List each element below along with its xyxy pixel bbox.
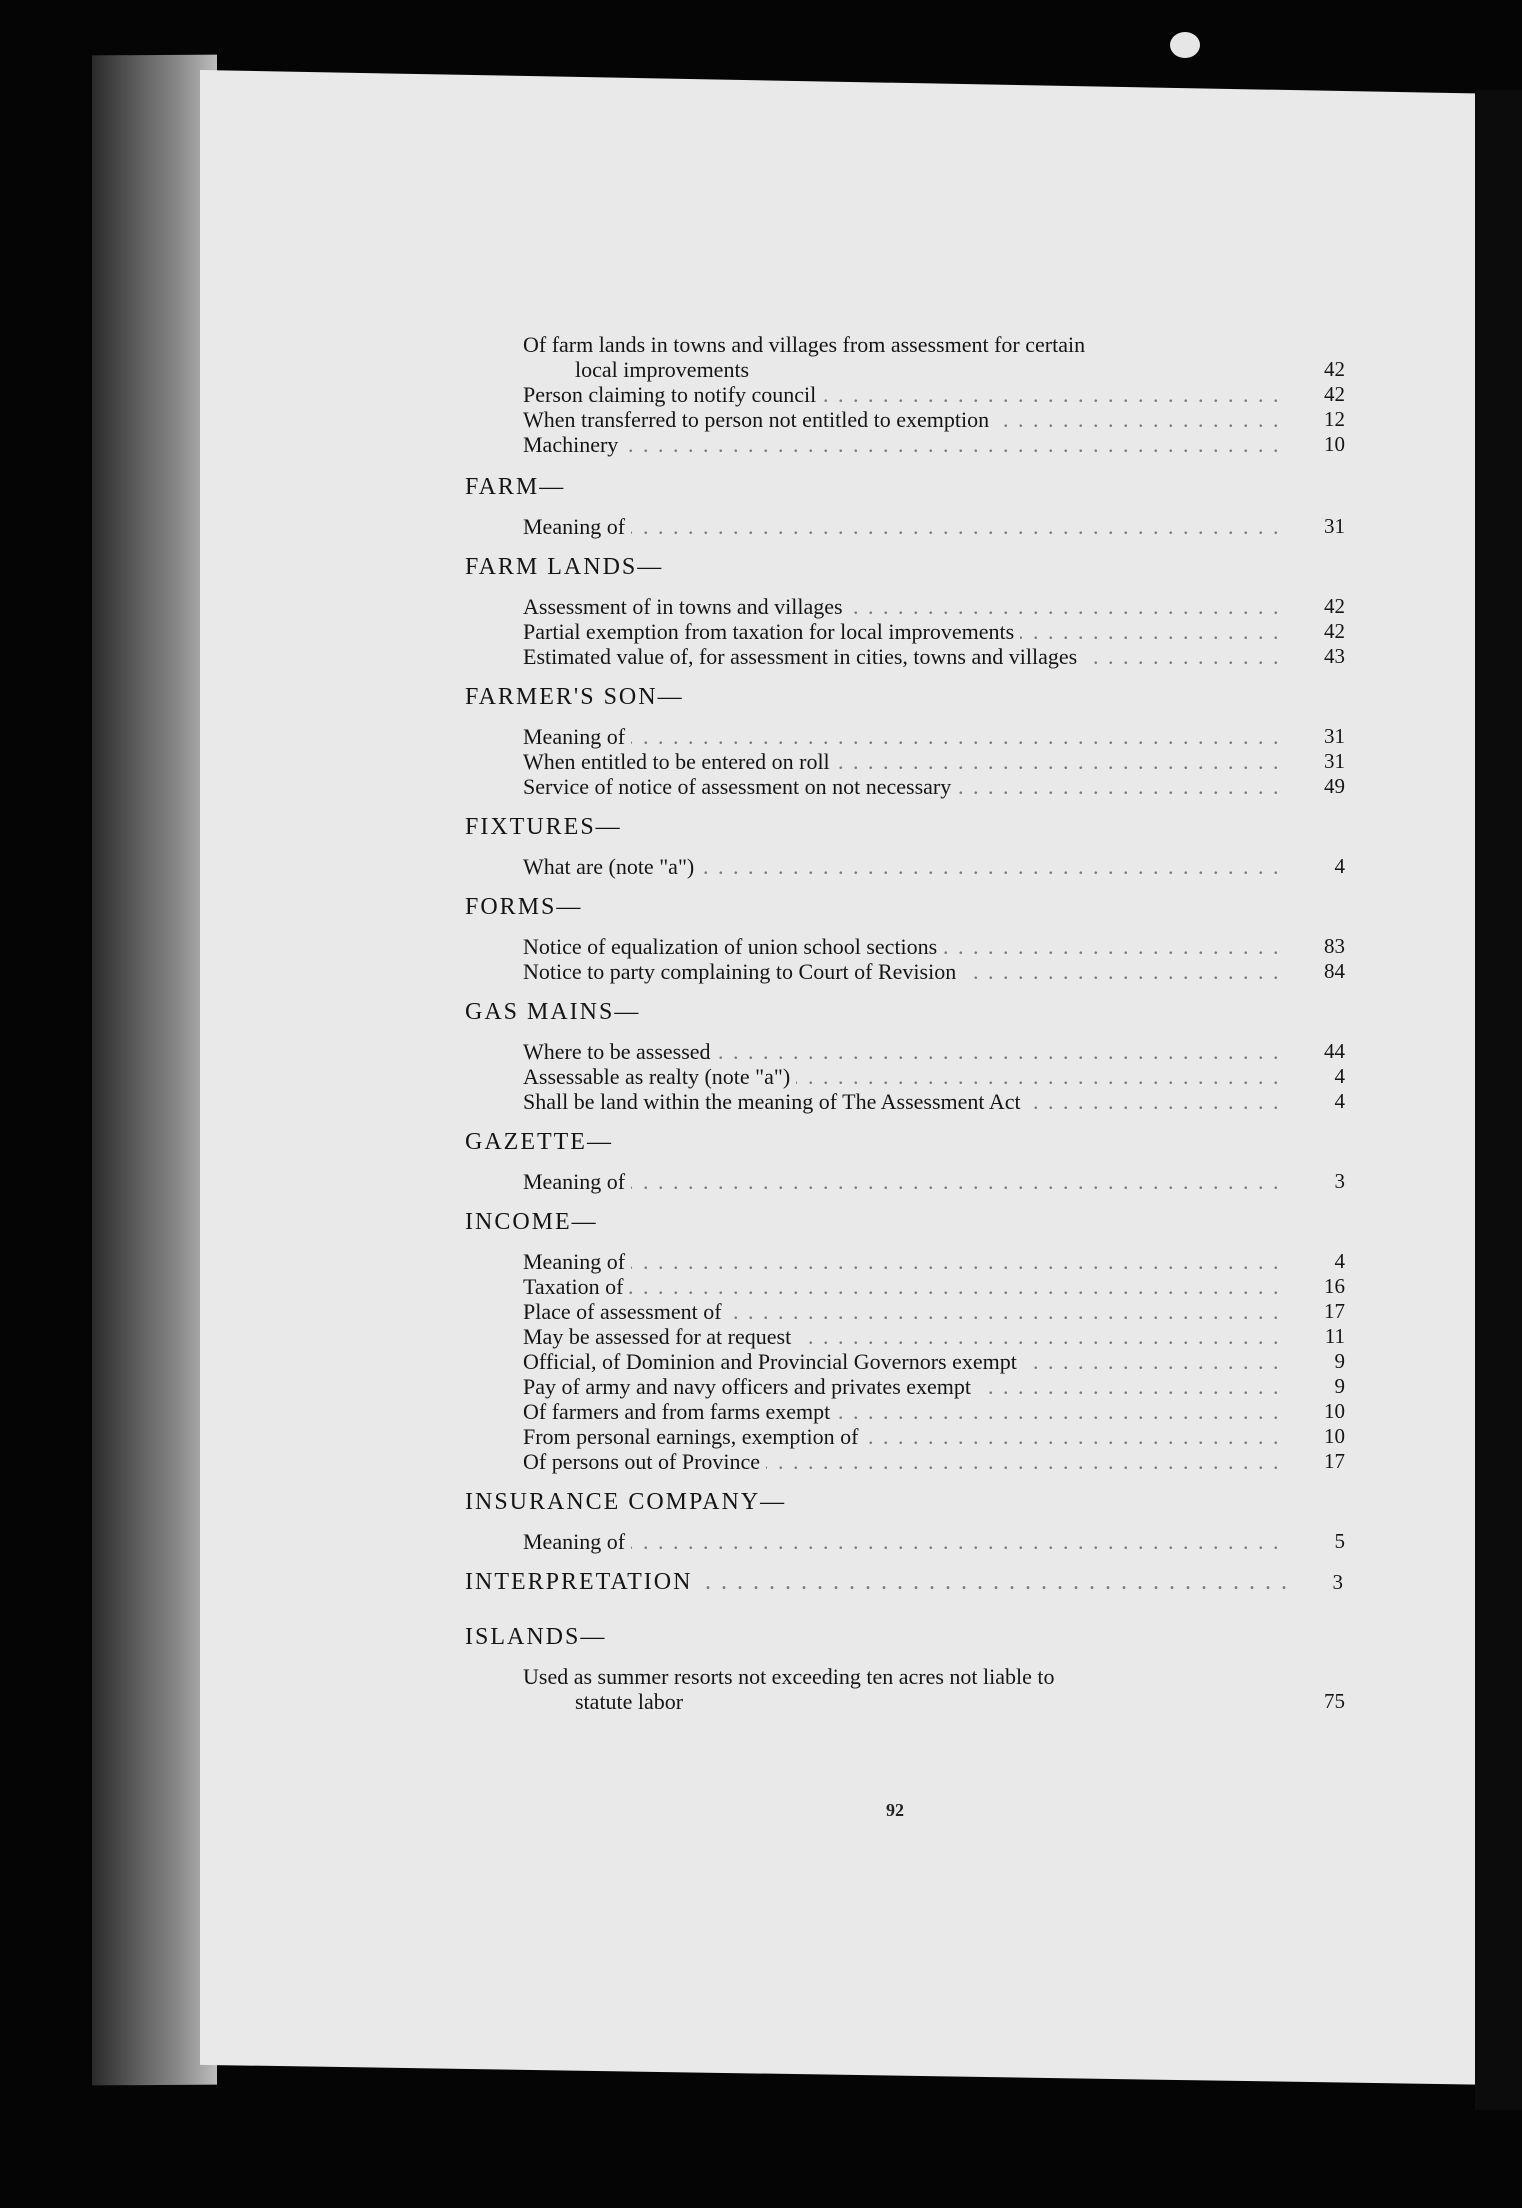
entry-text-continued: local improvements — [523, 357, 1289, 382]
entry-text: When entitled to be entered on roll — [523, 749, 836, 774]
index-entry — [523, 1399, 1345, 1424]
index-heading: INSURANCE COMPANY— — [465, 1489, 787, 1515]
entry-page-number: 5 — [1334, 1529, 1345, 1553]
entry-page-number: 83 — [1324, 934, 1345, 958]
continued-entries — [523, 332, 1345, 457]
entry-text: Meaning of — [523, 1169, 631, 1194]
index-entry — [523, 724, 1345, 749]
entry-text: Machinery — [523, 432, 624, 457]
entry-text: Of farmers and from farms exempt — [523, 1399, 836, 1424]
entry-text: May be assessed for at request — [523, 1324, 797, 1349]
entry-page-number: 4 — [1334, 1089, 1345, 1113]
entry-text: Meaning of — [523, 514, 631, 539]
index-entry — [523, 382, 1345, 407]
entry-page-number: 16 — [1324, 1274, 1345, 1298]
index-entry — [523, 959, 1345, 984]
entry-page-number: 9 — [1334, 1374, 1345, 1398]
index-entry — [523, 934, 1345, 959]
index-entry — [523, 432, 1345, 457]
index-entry-group — [523, 1664, 1345, 1714]
entry-text: Taxation of — [523, 1274, 629, 1299]
entry-text: Used as summer resorts not exceeding ten acres not liable to — [523, 1664, 1061, 1689]
entry-page-number: 31 — [1324, 749, 1345, 773]
index-heading: FIXTURES— — [465, 814, 622, 840]
index-heading: INCOME— — [465, 1209, 598, 1235]
entry-text: Where to be assessed — [523, 1039, 717, 1064]
index-entry-group — [523, 594, 1345, 669]
entry-page-number: 4 — [1334, 1249, 1345, 1273]
entry-page-number: 42 — [1324, 619, 1345, 643]
entry-page-number: 10 — [1324, 1424, 1345, 1448]
entry-text: Shall be land within the meaning of The Assessment Act — [523, 1089, 1027, 1114]
entry-text: From personal earnings, exemption of — [523, 1424, 864, 1449]
entry-page-number: 84 — [1324, 959, 1345, 983]
entry-page-number: 4 — [1334, 854, 1345, 878]
entry-page-number: 43 — [1324, 644, 1345, 668]
entry-text: Notice to party complaining to Court of Revision — [523, 959, 962, 984]
index-entry — [523, 1664, 1345, 1714]
entry-page-number: 11 — [1324, 1324, 1345, 1348]
entry-text: Service of notice of assessment on not necessary — [523, 774, 957, 799]
index-entry — [523, 1064, 1345, 1089]
scan-speck — [1170, 32, 1200, 58]
index-heading-row — [465, 1554, 1345, 1609]
index-heading: FARM LANDS— — [465, 554, 664, 580]
entry-page-number: 44 — [1324, 1039, 1345, 1063]
entry-text: Of farm lands in towns and villages from assessment for certain — [523, 332, 1091, 357]
index-heading: INTERPRETATION — [465, 1570, 698, 1595]
index-entry — [523, 1089, 1345, 1114]
index-entry — [523, 514, 1345, 539]
entry-text: Notice of equalization of union school sections — [523, 934, 943, 959]
index-entry — [523, 644, 1345, 669]
index-entry-group — [523, 724, 1345, 799]
index-entry — [523, 594, 1345, 619]
index-heading: FARMER'S SON— — [465, 684, 684, 710]
index-entry-group — [523, 1529, 1345, 1554]
entry-page-number: 17 — [1324, 1449, 1345, 1473]
index-entry — [523, 619, 1345, 644]
entry-text-continued: statute labor — [523, 1689, 1289, 1714]
entry-text: Meaning of — [523, 724, 631, 749]
index-entry — [523, 1039, 1345, 1064]
index-sections — [465, 475, 1345, 1714]
entry-text: Assessable as realty (note "a") — [523, 1064, 796, 1089]
index-entry — [523, 1249, 1345, 1274]
entry-text: Estimated value of, for assessment in cities, towns and villages — [523, 644, 1083, 669]
entry-text: Place of assessment of — [523, 1299, 728, 1324]
index-content — [465, 332, 1345, 1714]
index-heading: ISLANDS— — [465, 1624, 607, 1650]
index-heading: FORMS— — [465, 894, 583, 920]
index-entry — [523, 1449, 1345, 1474]
entry-page-number: 3 — [1334, 1169, 1345, 1193]
index-entry — [523, 1169, 1345, 1194]
index-entry — [523, 749, 1345, 774]
scan-page-edge — [92, 55, 217, 2086]
entry-page-number: 10 — [1324, 432, 1345, 456]
entry-text: Meaning of — [523, 1249, 631, 1274]
index-entry — [523, 407, 1345, 432]
index-heading: GAZETTE— — [465, 1129, 613, 1155]
entry-text: Official, of Dominion and Provincial Governors exempt — [523, 1349, 1023, 1374]
index-entry — [523, 1424, 1345, 1449]
entry-page-number: 12 — [1324, 407, 1345, 431]
entry-page-number: 10 — [1324, 1399, 1345, 1423]
index-entry-group — [523, 934, 1345, 984]
index-heading: FARM— — [465, 474, 566, 500]
entry-text: What are (note "a") — [523, 854, 700, 879]
entry-text: Assessment of in towns and villages — [523, 594, 849, 619]
index-entry-group — [523, 1039, 1345, 1114]
entry-page-number: 75 — [1324, 1689, 1345, 1713]
index-entry — [523, 1274, 1345, 1299]
index-entry — [523, 1374, 1345, 1399]
entry-text: When transferred to person not entitled to exemption — [523, 407, 995, 432]
entry-page-number: 9 — [1334, 1349, 1345, 1373]
entry-text: Partial exemption from taxation for local improvements — [523, 619, 1020, 644]
index-entry — [523, 332, 1345, 382]
entry-page-number: 31 — [1324, 514, 1345, 538]
entry-page-number: 17 — [1324, 1299, 1345, 1323]
scan-right-edge — [1475, 90, 1522, 2110]
index-entry — [523, 1529, 1345, 1554]
entry-text: Of persons out of Province — [523, 1449, 766, 1474]
page-number: 92 — [886, 1800, 904, 1820]
index-entry-group — [523, 1169, 1345, 1194]
entry-page-number: 4 — [1334, 1064, 1345, 1088]
heading-page-number: 3 — [1332, 1570, 1345, 1594]
entry-page-number: 49 — [1324, 774, 1345, 798]
index-entry-group — [523, 1249, 1345, 1474]
entry-page-number: 42 — [1324, 594, 1345, 618]
index-heading: GAS MAINS— — [465, 999, 641, 1025]
index-entry — [523, 854, 1345, 879]
entry-text: Person claiming to notify council — [523, 382, 822, 407]
index-entry-group — [523, 854, 1345, 879]
entry-page-number: 31 — [1324, 724, 1345, 748]
index-entry-group — [523, 514, 1345, 539]
entry-page-number: 42 — [1324, 382, 1345, 406]
index-entry — [523, 1299, 1345, 1324]
entry-page-number: 42 — [1324, 357, 1345, 381]
entry-text: Pay of army and navy officers and privates exempt — [523, 1374, 977, 1399]
index-entry — [523, 1349, 1345, 1374]
index-entry — [523, 1324, 1345, 1349]
index-entry — [523, 774, 1345, 799]
entry-text: Meaning of — [523, 1529, 631, 1554]
